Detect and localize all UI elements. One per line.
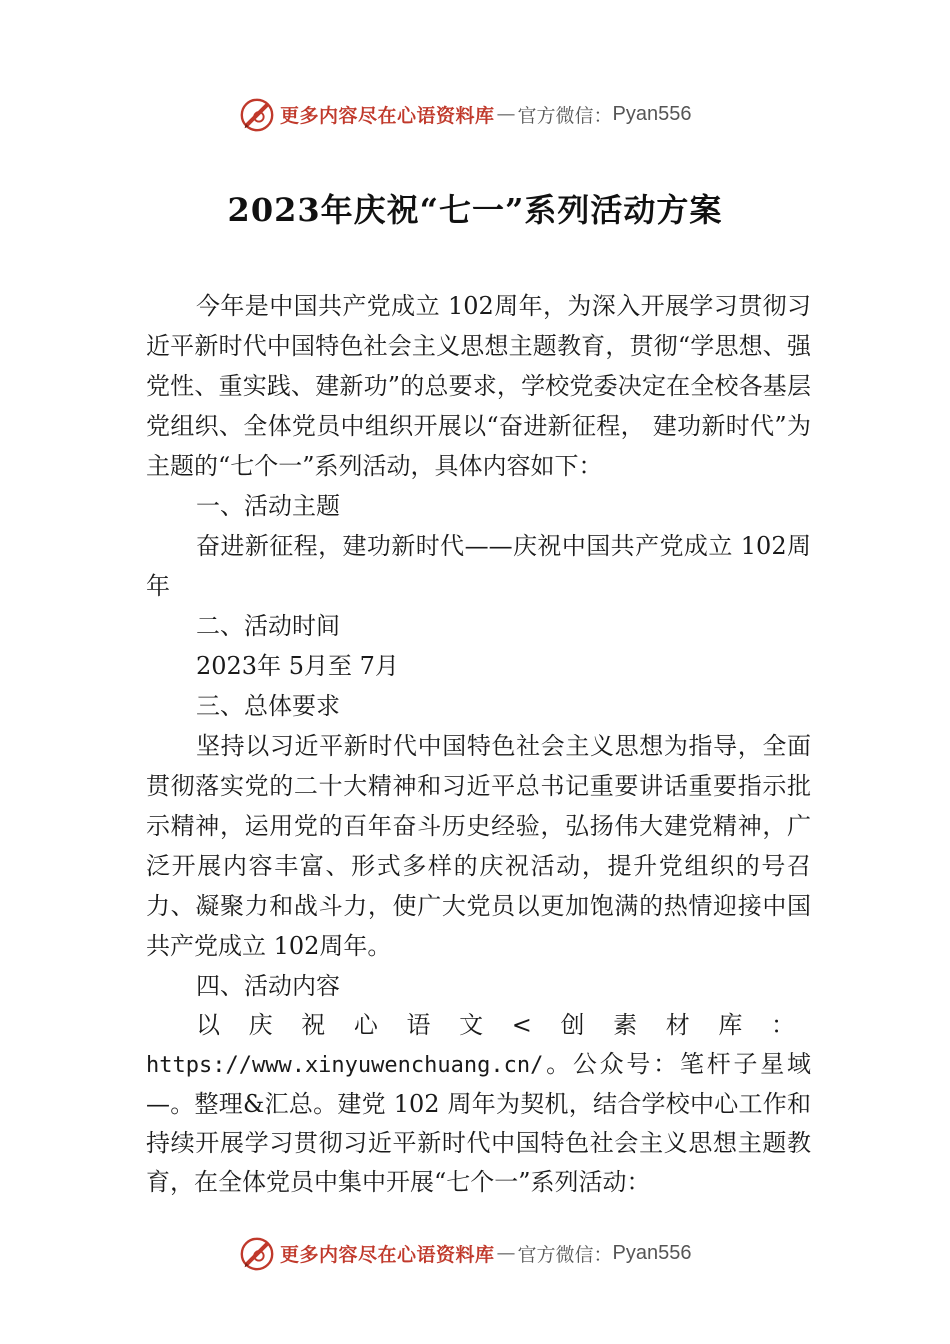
- document-title: 2023年庆祝“七一”系列活动方案: [227, 191, 723, 229]
- footer-watermark: [238, 1233, 692, 1273]
- pen-logo-icon: [238, 1234, 276, 1272]
- content-lead: 以庆祝心语文<创素材库：: [196, 1011, 811, 1039]
- watermark-brand: 更多内容尽在心语资料库: [280, 104, 495, 127]
- watermark-label: 官方微信：: [517, 104, 613, 127]
- watermark-wechat-id: Pyan556: [612, 102, 692, 125]
- pen-logo-icon: [238, 95, 276, 133]
- watermark-brand: 更多内容尽在心语资料库: [280, 1243, 495, 1266]
- theme-paragraph: 奋进新征程，建功新时代——庆祝中国共产党成立 102周年: [146, 532, 811, 600]
- section-heading-requirements: 三、总体要求: [196, 692, 340, 720]
- section-heading-content: 四、活动内容: [196, 972, 340, 1000]
- watermark-separator: —: [496, 103, 516, 125]
- section-heading-time: 二、活动时间: [196, 612, 340, 640]
- content-url: https://www.xinyuwenchuang.cn/: [146, 1053, 544, 1078]
- header-watermark: [238, 94, 692, 134]
- time-paragraph: 2023年 5月至 7月: [196, 652, 399, 680]
- watermark-separator: —: [496, 1242, 516, 1264]
- watermark-label: 官方微信：: [517, 1243, 613, 1266]
- content-rest: 。公众号：笔杆子星域—。整理&汇总。建党 102 周年为契机，结合学校中心工作和持续开展学习贯彻习近平新时代中国特色社会主义思想主题教 育，在全体党员中集中开展“七个一”系列活动：: [146, 1050, 811, 1196]
- watermark-wechat-id: Pyan556: [612, 1241, 692, 1264]
- content-paragraph: [146, 1006, 811, 1202]
- section-heading-theme: 一、活动主题: [196, 492, 340, 520]
- intro-paragraph: 今年是中国共产党成立 102周年，为深入开展学习贯彻习近平新时代中国特色社会主义思想主题教育，贯彻“学思想、强党性、重实践、建新功”的总要求，学校党委决定在全校各基层党组织、全体党员中组织开展以“奋进新征程， 建功新时代”为主题的“七个一”系列活动，具体内容如下：: [146, 292, 811, 480]
- document-body: [146, 286, 811, 1202]
- requirements-paragraph: 坚持以习近平新时代中国特色社会主义思想为指导，全面贯彻落实党的二十大精神和习近平总书记重要讲话重要指示批示精神，运用党的百年奋斗历史经验，弘扬伟大建党精神，广泛开展内容丰富、形式多样的庆祝活动，提升党组织的号召力、凝聚力和战斗力，使广大党员以更加饱满的热情迎接中国共产党成立 102周年。: [146, 732, 811, 960]
